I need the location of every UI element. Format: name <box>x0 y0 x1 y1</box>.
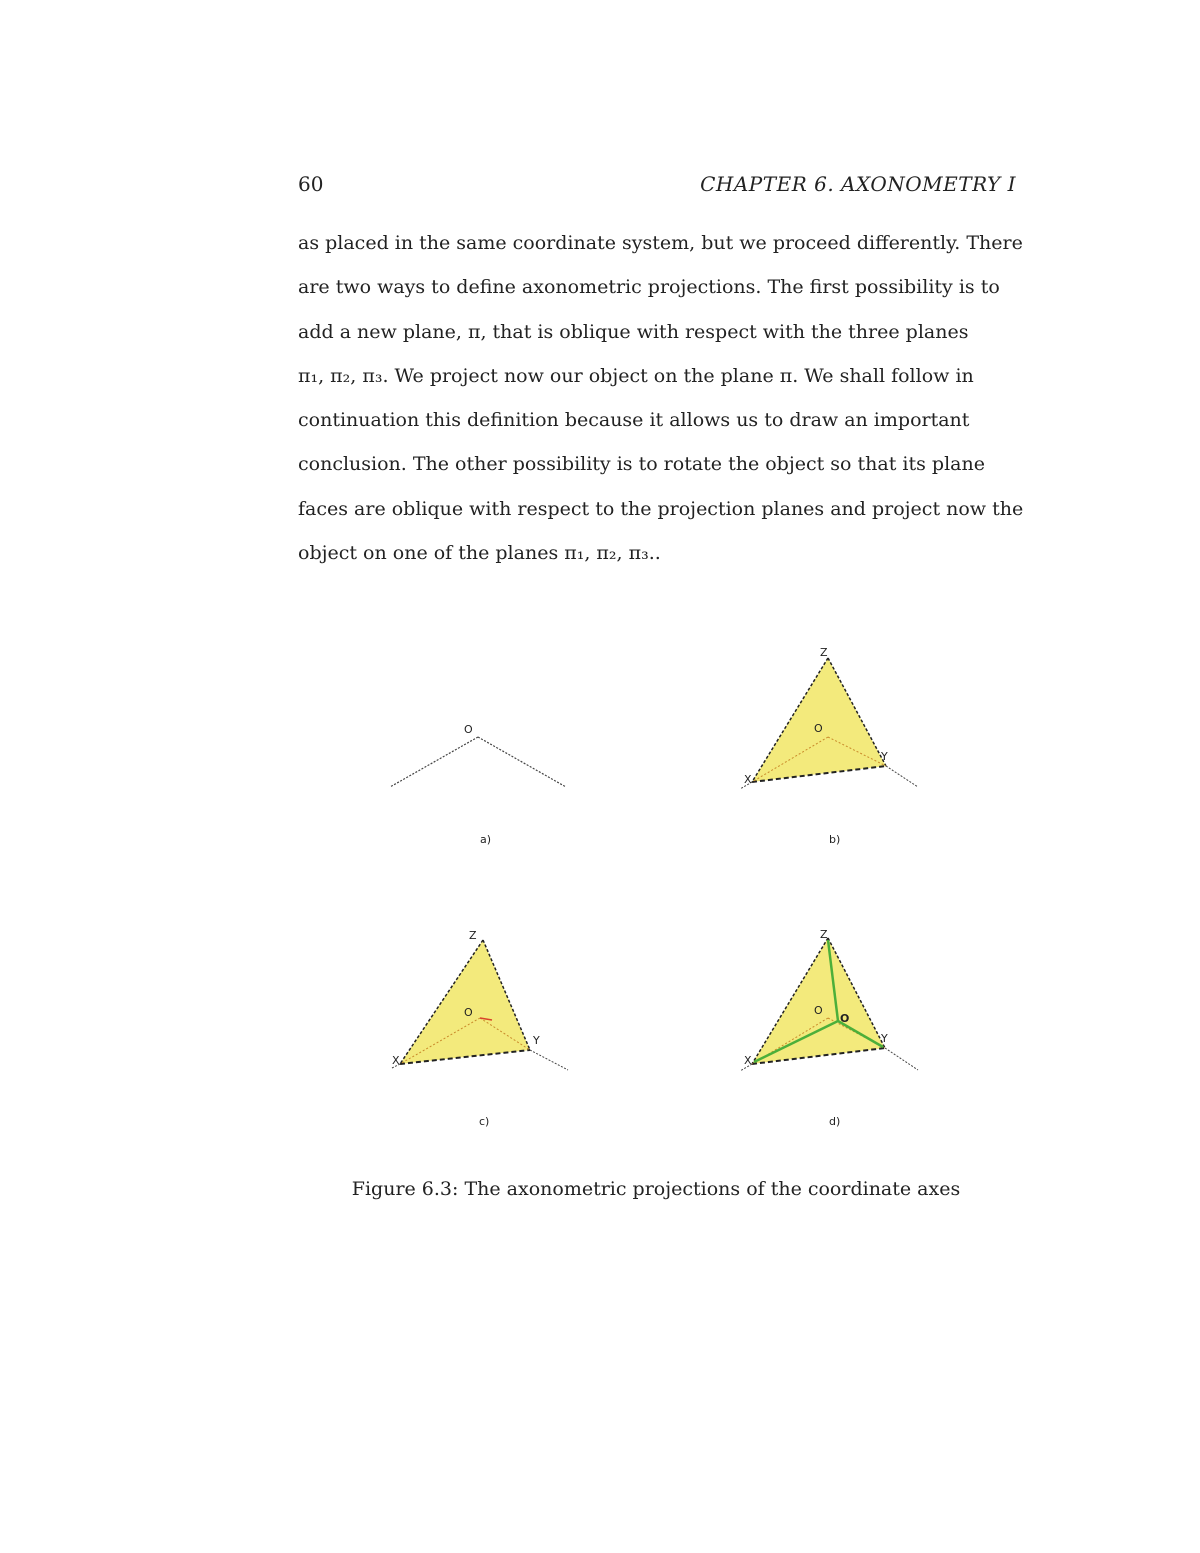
text-line: are two ways to define axonometric projections. The first possibility is to <box>298 276 1000 299</box>
z-label: Z <box>820 928 828 941</box>
projection-plane <box>752 938 885 1064</box>
y-label: Y <box>533 1034 540 1047</box>
panel-c <box>392 929 568 1128</box>
panel-label: c) <box>479 1115 490 1128</box>
panel-a <box>390 723 566 846</box>
text-line: object on one of the planes π₁, π₂, π₃.. <box>298 542 661 565</box>
figure-caption: Figure 6.3: The axonometric projections of the coordinate axes <box>351 1178 961 1200</box>
projection-plane <box>752 658 886 782</box>
z-label: Z <box>820 646 828 659</box>
x-axis <box>390 737 478 787</box>
origin-label: O <box>464 1006 473 1019</box>
panel-b <box>740 646 918 846</box>
text-line: faces are oblique with respect to the projection planes and project now the <box>298 497 1024 520</box>
panel-label: a) <box>480 833 492 846</box>
projected-origin-label: O <box>840 1012 850 1025</box>
origin-label: O <box>814 1004 823 1017</box>
origin-label: O <box>814 722 823 735</box>
page-number: 60 <box>298 172 324 196</box>
panel-d <box>740 928 918 1128</box>
text-line: continuation this definition because it allows us to draw an important <box>298 409 970 432</box>
panel-label: b) <box>829 833 841 846</box>
y-axis <box>478 737 566 787</box>
text-line: π₁, π₂, π₃. We project now our object on the plane π. We shall follow in <box>298 364 974 387</box>
projection-plane <box>400 940 530 1064</box>
x-label: X <box>744 1054 752 1067</box>
x-label: X <box>744 773 752 786</box>
y-axis-extension <box>530 1050 568 1070</box>
text-line: conclusion. The other possibility is to rotate the object so that its plane <box>298 453 985 476</box>
x-label: X <box>392 1054 400 1067</box>
z-label: Z <box>469 929 477 942</box>
y-label: Y <box>881 750 888 763</box>
text-line: add a new plane, π, that is oblique with respect with the three planes <box>298 320 969 343</box>
text-line: as placed in the same coordinate system, but we proceed differently. There <box>298 232 1023 254</box>
origin-label: O <box>464 723 473 736</box>
running-head: CHAPTER 6. AXONOMETRY I <box>700 172 1016 196</box>
y-axis-extension <box>885 1048 918 1070</box>
panel-label: d) <box>829 1115 841 1128</box>
y-label: Y <box>881 1032 888 1045</box>
y-axis-extension <box>886 766 918 787</box>
